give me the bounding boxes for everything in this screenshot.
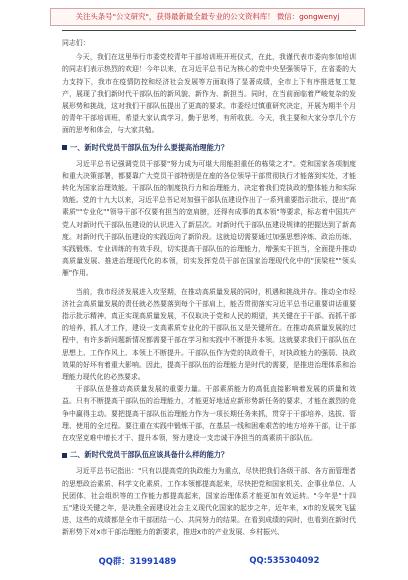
qq-text: QQ:535304092 xyxy=(249,555,320,565)
section-heading-2 xyxy=(62,449,356,461)
document-page xyxy=(62,30,356,539)
intro-paragraph: 今天，我们在这里举行市委党校青年干部培训班开班仪式，在此，我谨代表市委向参加培训的同志们表示热烈的欢迎！今年以来，在习近平总书记为核心的党中央坚强领导下，在省委的大力支持下，我市在疫情防控和经济社会发展等方面取得了显著成绩，全市上下有序推进复工复产，展现了我们新时代干部队伍的新风貌、新作为、新担当。同时，在当前面临着严峻复杂的发展形势和挑战，这对我们干部队伍提出了更高的要求。市委经过慎重研究决定，开展为期半个月的青年干部培训班，希望大家认真学习，勤于思考，有所收获。今天，我主要和大家分享几个方面的思考和体会，与大家共勉。 xyxy=(62,53,356,135)
promo-banner: 关注头条号"公文研究"，获得最新最全最专业的公文资料库！ 微信：gongwenyj xyxy=(50,8,365,26)
section-heading-1 xyxy=(62,142,356,154)
greeting: 同志们： xyxy=(62,39,90,47)
section-heading-text: 二、新时代党员干部队伍应该具备什么样的能力？ xyxy=(70,450,229,460)
header-rule xyxy=(62,30,356,31)
section-1-paragraph-1: 习近平总书记强调党员干部要"努力成为可堪大用能担重任的栋梁之才"。党和国家各项制度和重大决策部署，都要靠广大党员干部特别是在座的各位领导干部贯彻执行才能落到实处，才能转化为国家治理效能。干部队伍的制度执行力和治理能力，决定着我们党执政的整体能力和实际效能。党的十九大以来，习近平总书记对加强干部队伍建设作出了一系列重要指示批示，提出"高素质""专业化""领导干部不仅要有担当的宽肩膀，还得有成事的真本领"等要求，标志着中国共产党人对新时代干部队伍建设的认识进入了新层次。对新时代干部队伍建设规律的把握达到了新高度。对新时代干部队伍建设的实践迈向了新阶段。这就迫切需要通过加强思想淬炼、政治历练、实践锻炼、专业训练的有效手段，切实提高干部队伍的治理能力，增强实干担当，全面提升推动高质量发展、推进治理现代化的本领，切实发挥党员干部在国家治理现代化中的"顶梁柱""领头雁"作用。 xyxy=(62,159,356,278)
section-1-paragraph-2: 当前，我市经济发展进入攻坚期，在推动高质量发展的同时，机遇和挑战并存。推动全市经济社会高质量发展的责任就必然要落到每个干部肩上，能否贯彻落实习近平总书记重要讲话重要指示批示精神、真正实现高质量发展，不仅取决于党和人民的期望，其关键在于干部。而抓干部的培养，抓人才工作，建设一支高素质专业化的干部队伍又是关键所在。在推动高质量发展的过程中，有许多新问题新情况都需要干部在学习和实践中不断提升本领。这就要求我们干部队伍在思想上、工作作风上、本领上不断提升。干部队伍作为党的执政骨干，对执政能力的强弱、执政效果的好坏有着重大影响。因此，提高干部队伍的治理能力是时代的需要，是推进治理体系和治理能力现代化的必然要求。 xyxy=(62,287,356,382)
section-2-paragraph-1: 习近平总书记指出："只有以提高党的执政能力为重点，尽快把我们各级干部、各方面管理者的思想政治素质、科学文化素质、工作本领都提高起来，尽快把党和国家机关、企事业单位、人民团体、社会组织等的工作能力都提高起来，国家治理体系才能更加有效运转。"今年是"十四五"建设关键之年，是决胜全面建设社会主义现代化国家的起步之年，近年来，x市的发展突飞猛进，这些的成绩都是全市干部团结一心、共同努力的结果。在看到成绩的同时，也看到在新时代新形势下对x市干部治理能力的新要求，推进x市的产业发展、乡村振兴、 xyxy=(62,467,356,537)
square-bullet-icon xyxy=(62,453,67,458)
square-bullet-icon xyxy=(62,145,67,150)
contact-footer xyxy=(62,555,356,567)
section-1-paragraph-3: 干部队伍是推动高质量发展的重要力量。干部素质能力的高低直接影响着发展的质量和效益。只有不断提高干部队伍的治理能力，才能更好地适应新形势新任务的要求，才能在激烈的竞争中赢得主动。要把提高干部队伍治理能力作为一项长期任务来抓，贯穿于干部培养、选拔、管理、使用的全过程。要注重在实践中锻炼干部，在基层一线和困难艰苦的地方培养干部，让干部在攻坚克难中增长才干、提升本领，努力建设一支忠诚干净担当的高素质干部队伍。 xyxy=(62,385,356,443)
qq-group-text: QQ群：31991489 xyxy=(98,556,177,566)
section-heading-text: 一、新时代党员干部队伍为什么要提高治理能力？ xyxy=(70,142,229,152)
